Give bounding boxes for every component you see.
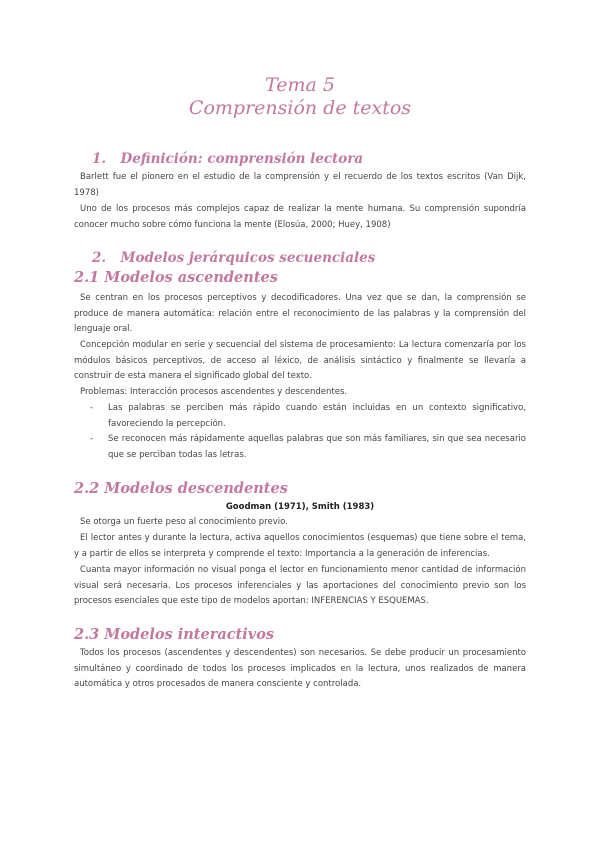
subsection-2-1-paragraph: Concepción modular en serie y secuencial del sistema de procesamiento: La lectura comenzaría por los módulos básicos perceptivos, de acceso al léxico, de análisis sintáctico y finalmente se llevaría a construir de esta manera el significado global del texto. <box>74 340 526 381</box>
subsection-2-2-heading: 2.2 Modelos descendentes <box>74 480 288 497</box>
subsection-2-3-paragraph: Todos los procesos (ascendentes y descendentes) son necesarios. Se debe producir un procesamiento simultáneo y coordinado de todos los procesos implicados en la lectura, unos realizados de manera automática y otros procesados de manera consciente y controlada. <box>74 648 526 689</box>
subsection-2-3-heading: 2.3 Modelos interactivos <box>74 626 275 643</box>
section-2-number: 2. <box>92 250 107 266</box>
subsection-2-1-paragraph: Problemas: Interacción procesos ascendentes y descendentes. <box>80 387 348 397</box>
subsection-2-2-paragraph: Se otorga un fuerte peso al conocimiento previo. <box>80 517 288 527</box>
title-line-1: Tema 5 <box>265 74 335 96</box>
section-2-title: Modelos jerárquicos secuenciales <box>120 250 376 266</box>
section-1-paragraph: Uno de los procesos más complejos capaz de realizar la mente humana. Su comprensión supondría conocer mucho sobre cómo funciona la mente (Elosúa, 2000; Huey, 1908) <box>74 204 526 230</box>
title-line-2: Comprensión de textos <box>188 97 412 119</box>
section-1-paragraph: Barlett fue el pionero en el estudio de la comprensión y el recuerdo de los textos escritos (Van Dijk, 1978) <box>74 172 526 198</box>
section-1-heading <box>92 150 363 168</box>
subsection-2-2-authors: Goodman (1971), Smith (1983) <box>225 502 375 512</box>
section-1-number: 1. <box>92 151 107 167</box>
document-title <box>0 74 600 120</box>
section-2-heading <box>92 249 375 267</box>
subsection-2-2-paragraph: El lector antes y durante la lectura, activa aquellos conocimientos (esquemas) que tiene sobre el tema, y a partir de ellos se interpreta y comprende el texto: Importancia a la generación de inferencias. <box>74 533 526 559</box>
list-item: - Las palabras se perciben más rápido cuando están incluidas en un contexto significativo, favoreciendo la percepción. <box>90 403 526 429</box>
list-item: - Se reconocen más rápidamente aquellas palabras que son más familiares, sin que sea necesario que se perciban todas las letras. <box>90 434 526 460</box>
subsection-2-2-paragraph: Cuanta mayor información no visual ponga el lector en funcionamiento menor cantidad de información visual será necesaria. Los procesos inferenciales y las aportaciones del conocimiento previo son los procesos esenciales que este tipo de modelos aportan: INFERENCIAS Y ESQUEMAS. <box>74 565 526 606</box>
section-1-title: Definición: comprensión lectora <box>120 151 364 167</box>
subsection-2-1-heading: 2.1 Modelos ascendentes <box>74 269 278 286</box>
subsection-2-1-paragraph: Se centran en los procesos perceptivos y decodificadores. Una vez que se dan, la comprensión se produce de manera automática: relación entre el reconocimiento de las palabras y la comprensión del lenguaje oral. <box>74 293 526 334</box>
subsection-2-1-bullet-list <box>90 401 526 463</box>
